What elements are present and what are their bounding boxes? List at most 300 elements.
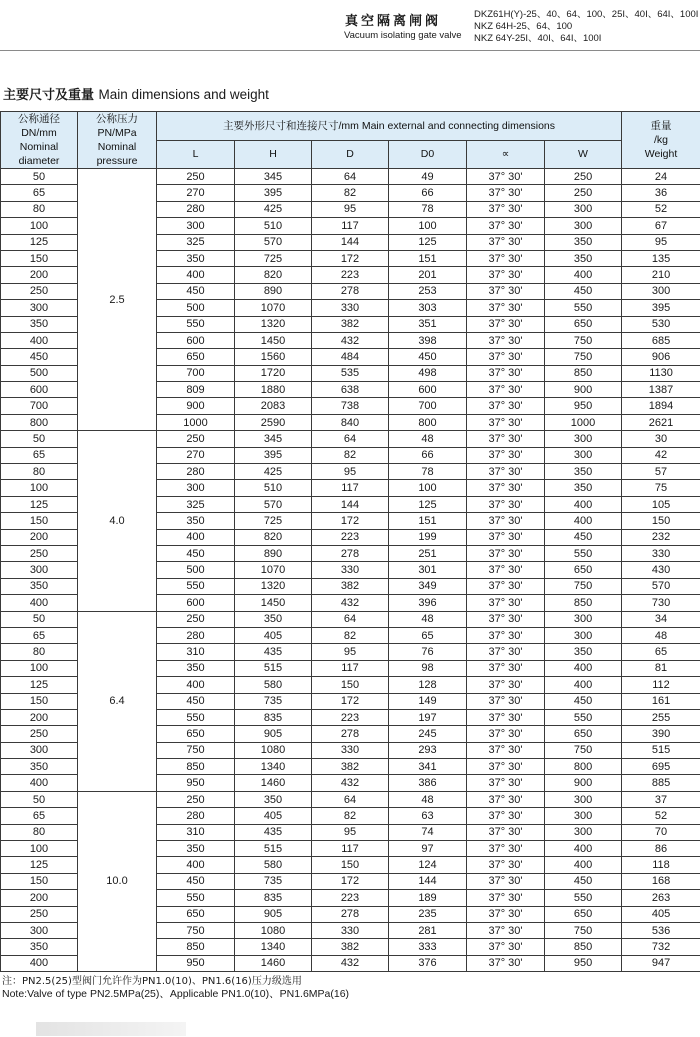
table-cell: 300 [545, 431, 622, 447]
table-cell: 172 [312, 250, 389, 266]
table-cell: 250 [157, 431, 235, 447]
table-cell: 37° 30' [467, 890, 545, 906]
table-cell: 37° 30' [467, 431, 545, 447]
table-cell: 172 [312, 693, 389, 709]
table-cell: 37° 30' [467, 480, 545, 496]
table-cell: 150 [1, 873, 78, 889]
table-cell: 570 [622, 578, 700, 594]
table-cell: 37° 30' [467, 398, 545, 414]
table-cell: 300 [545, 218, 622, 234]
table-cell: 400 [545, 677, 622, 693]
table-cell: 515 [235, 660, 312, 676]
table-cell: 232 [622, 529, 700, 545]
table-cell: 253 [389, 283, 467, 299]
table-cell: 37° 30' [467, 513, 545, 529]
table-cell: 300 [545, 611, 622, 627]
table-cell: 37° 30' [467, 169, 545, 185]
table-cell: 550 [157, 578, 235, 594]
table-cell: 400 [157, 857, 235, 873]
table-cell: 144 [312, 234, 389, 250]
table-cell: 65 [1, 808, 78, 824]
table-cell: 200 [1, 890, 78, 906]
table-cell: 730 [622, 595, 700, 611]
table-cell: 64 [312, 431, 389, 447]
table-cell: 235 [389, 906, 467, 922]
table-cell: 515 [622, 742, 700, 758]
table-cell: 65 [622, 644, 700, 660]
table-cell: 850 [545, 365, 622, 381]
table-cell: 300 [545, 791, 622, 807]
table-cell: 947 [622, 955, 700, 971]
table-cell: 300 [1, 922, 78, 938]
table-cell: 199 [389, 529, 467, 545]
table-cell: 250 [1, 726, 78, 742]
table-cell: 450 [157, 283, 235, 299]
table-cell: 250 [545, 169, 622, 185]
table-cell: 280 [157, 808, 235, 824]
table-cell: 850 [545, 939, 622, 955]
table-cell: 1340 [235, 939, 312, 955]
table-cell: 200 [1, 529, 78, 545]
table-cell: 250 [1, 283, 78, 299]
table-cell: 350 [1, 578, 78, 594]
table-cell: 37° 30' [467, 726, 545, 742]
table-cell: 732 [622, 939, 700, 955]
table-cell: 400 [157, 267, 235, 283]
table-cell: 105 [622, 496, 700, 512]
table-cell: 325 [157, 496, 235, 512]
table-cell: 398 [389, 332, 467, 348]
table-cell: 223 [312, 890, 389, 906]
table-cell: 400 [545, 660, 622, 676]
table-row [1, 791, 700, 807]
table-cell: 117 [312, 480, 389, 496]
table-cell: 37° 30' [467, 808, 545, 824]
table-cell: 172 [312, 873, 389, 889]
pressure-cell: 4.0 [78, 431, 157, 611]
table-cell: 150 [1, 250, 78, 266]
table-cell: 1000 [545, 414, 622, 430]
table-cell: 37° 30' [467, 742, 545, 758]
table-cell: 395 [622, 300, 700, 316]
table-cell: 484 [312, 349, 389, 365]
table-cell: 885 [622, 775, 700, 791]
footnote [2, 975, 349, 1001]
table-cell: 650 [545, 316, 622, 332]
table-cell: 386 [389, 775, 467, 791]
header-W: W [545, 140, 622, 169]
table-cell: 400 [545, 513, 622, 529]
table-cell: 37 [622, 791, 700, 807]
table-cell: 144 [312, 496, 389, 512]
table-cell: 330 [312, 300, 389, 316]
table-cell: 432 [312, 775, 389, 791]
table-cell: 330 [622, 545, 700, 561]
table-cell: 125 [1, 496, 78, 512]
table-cell: 75 [622, 480, 700, 496]
header-pn: 公称压力 PN/MPa Nominal pressure [78, 112, 157, 169]
table-cell: 900 [545, 382, 622, 398]
table-cell: 400 [1, 775, 78, 791]
table-cell: 550 [545, 709, 622, 725]
table-cell: 530 [622, 316, 700, 332]
table-cell: 300 [545, 808, 622, 824]
table-cell: 125 [389, 234, 467, 250]
table-cell: 37° 30' [467, 775, 545, 791]
table-cell: 330 [312, 922, 389, 938]
table-cell: 950 [545, 398, 622, 414]
table-cell: 200 [1, 267, 78, 283]
table-cell: 750 [545, 742, 622, 758]
table-cell: 125 [1, 857, 78, 873]
table-cell: 405 [235, 627, 312, 643]
table-cell: 350 [545, 234, 622, 250]
table-cell: 350 [1, 939, 78, 955]
table-cell: 278 [312, 726, 389, 742]
table-cell: 695 [622, 759, 700, 775]
table-cell: 510 [235, 480, 312, 496]
table-cell: 840 [312, 414, 389, 430]
table-cell: 850 [545, 595, 622, 611]
table-cell: 310 [157, 824, 235, 840]
table-cell: 281 [389, 922, 467, 938]
table-cell: 98 [389, 660, 467, 676]
table-body [1, 169, 700, 972]
table-cell: 345 [235, 431, 312, 447]
table-cell: 125 [1, 677, 78, 693]
table-cell: 80 [1, 644, 78, 660]
table-cell: 37° 30' [467, 873, 545, 889]
table-cell: 345 [235, 169, 312, 185]
table-cell: 63 [389, 808, 467, 824]
table-row [1, 431, 700, 447]
table-cell: 37° 30' [467, 660, 545, 676]
table-cell: 42 [622, 447, 700, 463]
table-cell: 900 [545, 775, 622, 791]
table-cell: 250 [157, 791, 235, 807]
table-cell: 300 [157, 218, 235, 234]
table-cell: 395 [235, 447, 312, 463]
table-cell: 300 [545, 447, 622, 463]
table-cell: 700 [1, 398, 78, 414]
section-title-en: Main dimensions and weight [98, 87, 269, 102]
table-cell: 500 [157, 300, 235, 316]
table-cell: 536 [622, 922, 700, 938]
table-cell: 210 [622, 267, 700, 283]
model-line: NKZ 64Y-25I、40I、64I、100I [474, 33, 602, 44]
table-cell: 1130 [622, 365, 700, 381]
table-cell: 900 [157, 398, 235, 414]
section-title [3, 84, 269, 103]
table-cell: 37° 30' [467, 709, 545, 725]
table-header [1, 112, 700, 169]
table-cell: 223 [312, 267, 389, 283]
table-cell: 450 [545, 529, 622, 545]
table-cell: 201 [389, 267, 467, 283]
section-title-cn: 主要尺寸及重量 [3, 88, 95, 103]
table-cell: 245 [389, 726, 467, 742]
table-cell: 255 [622, 709, 700, 725]
table-cell: 351 [389, 316, 467, 332]
table-cell: 432 [312, 595, 389, 611]
table-cell: 580 [235, 857, 312, 873]
table-cell: 65 [1, 447, 78, 463]
table-cell: 280 [157, 201, 235, 217]
table-cell: 432 [312, 955, 389, 971]
table-cell: 735 [235, 873, 312, 889]
table-cell: 400 [545, 267, 622, 283]
table-cell: 382 [312, 759, 389, 775]
header-divider [0, 50, 700, 51]
table-cell: 37° 30' [467, 644, 545, 660]
table-cell: 330 [312, 562, 389, 578]
table-cell: 37° 30' [467, 349, 545, 365]
table-cell: 1894 [622, 398, 700, 414]
table-cell: 300 [1, 742, 78, 758]
table-cell: 350 [545, 464, 622, 480]
table-cell: 500 [157, 562, 235, 578]
table-cell: 450 [389, 349, 467, 365]
table-cell: 144 [389, 873, 467, 889]
table-cell: 1720 [235, 365, 312, 381]
table-cell: 263 [622, 890, 700, 906]
table-cell: 400 [1, 955, 78, 971]
table-cell: 450 [545, 283, 622, 299]
table-cell: 150 [1, 693, 78, 709]
table-cell: 550 [157, 709, 235, 725]
table-cell: 270 [157, 447, 235, 463]
table-cell: 117 [312, 841, 389, 857]
table-cell: 376 [389, 955, 467, 971]
table-cell: 37° 30' [467, 414, 545, 430]
table-cell: 350 [157, 660, 235, 676]
table-cell: 650 [545, 726, 622, 742]
table-cell: 100 [389, 218, 467, 234]
table-cell: 600 [157, 595, 235, 611]
table-cell: 1080 [235, 742, 312, 758]
table-cell: 78 [389, 201, 467, 217]
table-cell: 37° 30' [467, 677, 545, 693]
table-cell: 570 [235, 496, 312, 512]
table-cell: 650 [157, 349, 235, 365]
table-cell: 820 [235, 529, 312, 545]
table-cell: 890 [235, 545, 312, 561]
table-cell: 700 [389, 398, 467, 414]
table-cell: 550 [157, 316, 235, 332]
table-cell: 270 [157, 185, 235, 201]
table-cell: 580 [235, 677, 312, 693]
table-cell: 450 [157, 693, 235, 709]
table-cell: 52 [622, 201, 700, 217]
table-cell: 82 [312, 185, 389, 201]
table-cell: 400 [157, 529, 235, 545]
header-title-cn: 真空隔离闸阀 [345, 14, 442, 29]
table-cell: 382 [312, 316, 389, 332]
table-cell: 100 [1, 480, 78, 496]
table-cell: 1070 [235, 562, 312, 578]
pressure-cell: 6.4 [78, 611, 157, 791]
table-cell: 500 [1, 365, 78, 381]
pressure-cell: 10.0 [78, 791, 157, 971]
table-cell: 128 [389, 677, 467, 693]
table-cell: 350 [157, 841, 235, 857]
table-cell: 37° 30' [467, 611, 545, 627]
table-cell: 400 [545, 496, 622, 512]
table-cell: 57 [622, 464, 700, 480]
table-cell: 200 [1, 709, 78, 725]
table-cell: 97 [389, 841, 467, 857]
header-D0: D0 [389, 140, 467, 169]
table-cell: 86 [622, 841, 700, 857]
table-cell: 435 [235, 644, 312, 660]
table-cell: 223 [312, 529, 389, 545]
table-cell: 48 [389, 791, 467, 807]
table-cell: 450 [545, 693, 622, 709]
table-cell: 850 [157, 759, 235, 775]
table-cell: 820 [235, 267, 312, 283]
table-cell: 1560 [235, 349, 312, 365]
table-cell: 835 [235, 709, 312, 725]
table-cell: 100 [1, 218, 78, 234]
table-cell: 950 [157, 955, 235, 971]
table-cell: 400 [157, 677, 235, 693]
table-cell: 150 [312, 677, 389, 693]
table-cell: 650 [157, 726, 235, 742]
table-cell: 1320 [235, 578, 312, 594]
table-cell: 64 [312, 169, 389, 185]
header-D: D [312, 140, 389, 169]
table-cell: 1460 [235, 955, 312, 971]
table-cell: 95 [312, 201, 389, 217]
table-cell: 350 [545, 644, 622, 660]
table-cell: 300 [545, 824, 622, 840]
table-cell: 37° 30' [467, 447, 545, 463]
table-cell: 432 [312, 332, 389, 348]
table-cell: 300 [545, 627, 622, 643]
table-cell: 135 [622, 250, 700, 266]
table-cell: 293 [389, 742, 467, 758]
table-cell: 250 [1, 545, 78, 561]
table-cell: 95 [622, 234, 700, 250]
table-cell: 82 [312, 808, 389, 824]
table-cell: 550 [545, 300, 622, 316]
table-cell: 600 [389, 382, 467, 398]
table-cell: 400 [1, 595, 78, 611]
table-cell: 905 [235, 726, 312, 742]
table-cell: 65 [1, 627, 78, 643]
table-cell: 600 [1, 382, 78, 398]
footnote-en: Note:Valve of type PN2.5MPa(25)、Applicable PN1.0(10)、PN1.6MPa(16) [2, 988, 350, 1000]
table-cell: 161 [622, 693, 700, 709]
table-cell: 450 [1, 349, 78, 365]
table-cell: 251 [389, 545, 467, 561]
table-cell: 450 [157, 873, 235, 889]
table-cell: 125 [389, 496, 467, 512]
table-cell: 350 [545, 480, 622, 496]
table-cell: 2590 [235, 414, 312, 430]
table-cell: 80 [1, 824, 78, 840]
table-cell: 250 [157, 169, 235, 185]
table-cell: 350 [235, 791, 312, 807]
table-cell: 37° 30' [467, 185, 545, 201]
pressure-cell: 2.5 [78, 169, 157, 431]
table-cell: 81 [622, 660, 700, 676]
table-cell: 350 [1, 759, 78, 775]
table-cell: 750 [545, 349, 622, 365]
table-cell: 280 [157, 464, 235, 480]
table-cell: 278 [312, 545, 389, 561]
table-cell: 37° 30' [467, 496, 545, 512]
table-cell: 435 [235, 824, 312, 840]
header-model-list [474, 9, 698, 45]
header-title-en: Vacuum isolating gate valve [344, 30, 462, 41]
table-cell: 510 [235, 218, 312, 234]
table-cell: 1000 [157, 414, 235, 430]
table-cell: 37° 30' [467, 906, 545, 922]
table-cell: 278 [312, 906, 389, 922]
table-cell: 37° 30' [467, 365, 545, 381]
table-cell: 570 [235, 234, 312, 250]
table-cell: 310 [157, 644, 235, 660]
table-cell: 50 [1, 431, 78, 447]
table-cell: 36 [622, 185, 700, 201]
header-alpha: ∝ [467, 140, 545, 169]
table-cell: 95 [312, 644, 389, 660]
table-cell: 333 [389, 939, 467, 955]
table-cell: 80 [1, 464, 78, 480]
table-cell: 350 [1, 316, 78, 332]
table-cell: 37° 30' [467, 218, 545, 234]
table-cell: 906 [622, 349, 700, 365]
table-cell: 300 [545, 201, 622, 217]
table-cell: 74 [389, 824, 467, 840]
model-line: DKZ61H(Y)-25、40、64、100、25I、40I、64I、100I [474, 9, 699, 20]
table-cell: 223 [312, 709, 389, 725]
table-cell: 400 [545, 841, 622, 857]
table-cell: 550 [545, 890, 622, 906]
table-cell: 82 [312, 627, 389, 643]
table-cell: 400 [545, 857, 622, 873]
table-cell: 64 [312, 611, 389, 627]
table-cell: 37° 30' [467, 382, 545, 398]
table-cell: 450 [157, 545, 235, 561]
table-cell: 350 [545, 250, 622, 266]
table-cell: 515 [235, 841, 312, 857]
table-cell: 809 [157, 382, 235, 398]
table-cell: 100 [1, 660, 78, 676]
table-cell: 1387 [622, 382, 700, 398]
table-cell: 2621 [622, 414, 700, 430]
table-cell: 1070 [235, 300, 312, 316]
table-cell: 149 [389, 693, 467, 709]
table-cell: 300 [157, 480, 235, 496]
table-cell: 700 [157, 365, 235, 381]
table-cell: 535 [312, 365, 389, 381]
table-cell: 151 [389, 513, 467, 529]
table-cell: 735 [235, 693, 312, 709]
table-cell: 950 [545, 955, 622, 971]
table-cell: 37° 30' [467, 562, 545, 578]
table-cell: 498 [389, 365, 467, 381]
table-cell: 396 [389, 595, 467, 611]
table-cell: 750 [545, 922, 622, 938]
table-cell: 48 [389, 611, 467, 627]
table-cell: 750 [157, 922, 235, 938]
table-cell: 278 [312, 283, 389, 299]
table-row [1, 611, 700, 627]
table-cell: 405 [235, 808, 312, 824]
table-cell: 835 [235, 890, 312, 906]
